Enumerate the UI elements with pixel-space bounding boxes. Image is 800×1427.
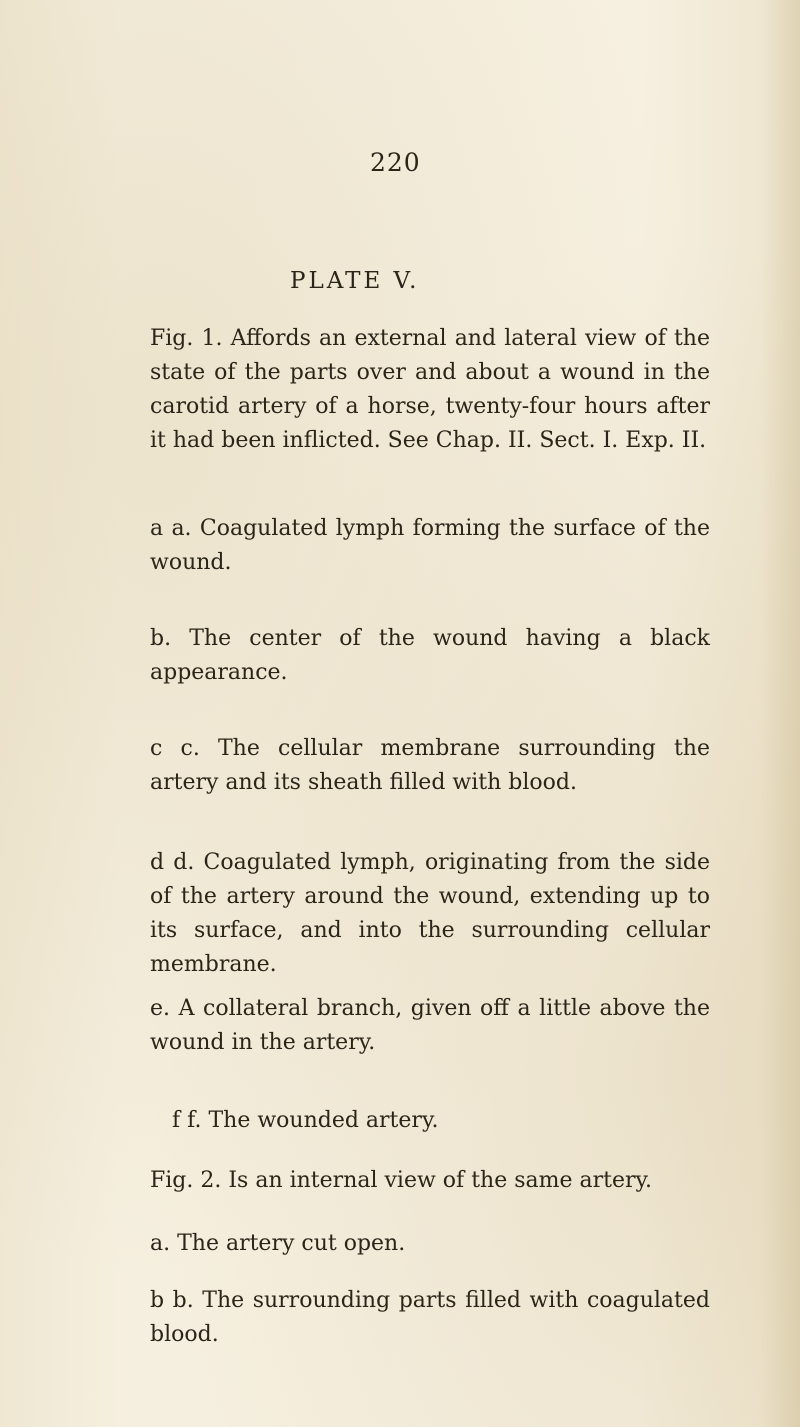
entry-ff: f f. The wounded artery. [172, 1108, 439, 1133]
plate-title: PLATE V. [290, 268, 420, 294]
entry-b: b. The center of the wound having a black appearance. [150, 626, 710, 685]
entry-a: a. The artery cut open. [150, 1231, 406, 1256]
entry-cc: c c. The cellular membrane surrounding the artery and its sheath filled with blood. [150, 736, 710, 795]
entry-aa: a a. Coagulated lymph forming the surface of the wound. [150, 516, 710, 575]
entry-dd: d d. Coagulated lymph, originating from the side of the artery around the wound, extending up to its surface, and into the surrounding cellular membrane. [150, 850, 710, 977]
figure-1-description: Fig. 1. Affords an external and lateral view of the state of the parts over and about a wound in the carotid artery of a horse, twenty-four hours after it had been inflicted. See Chap. II. Sect. I. Exp. II. [150, 326, 710, 453]
entry-bb: b b. The surrounding parts filled with coagulated blood. [150, 1288, 710, 1347]
page-edge-shadow [760, 0, 800, 1427]
page-number: 220 [370, 148, 421, 177]
figure-2-description: Fig. 2. Is an internal view of the same artery. [150, 1168, 653, 1193]
entry-e: e. A collateral branch, given off a little above the wound in the artery. [150, 996, 710, 1055]
